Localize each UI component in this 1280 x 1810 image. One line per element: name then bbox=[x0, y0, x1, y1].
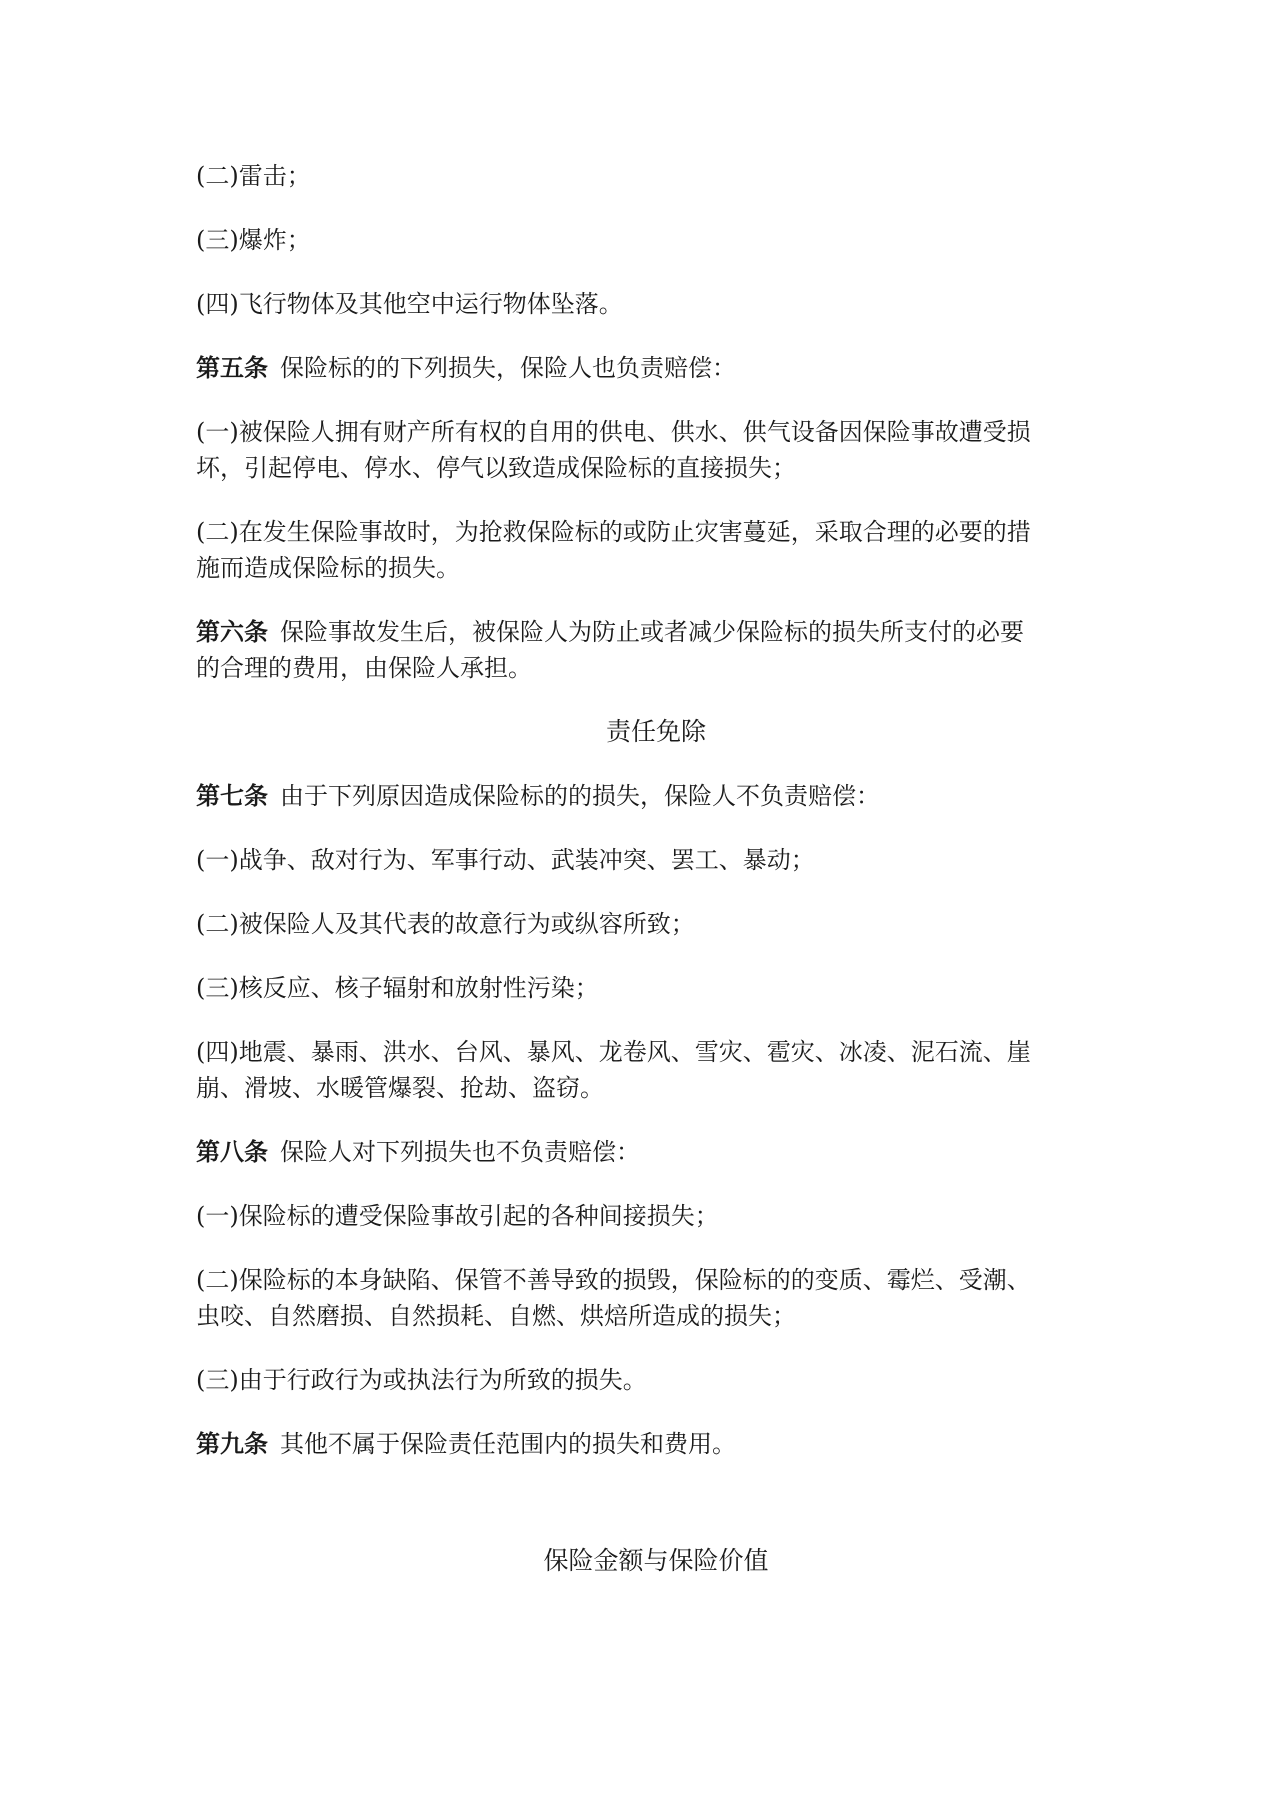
article-7 bbox=[196, 778, 1116, 814]
list-item bbox=[196, 906, 1116, 942]
list-item-text: (三)爆炸； bbox=[196, 226, 311, 254]
list-item bbox=[196, 158, 1116, 194]
list-item-text: (三)核反应、核子辐射和放射性污染； bbox=[196, 974, 599, 1002]
document-body bbox=[196, 158, 1116, 1490]
list-item-text: (一)战争、敌对行为、军事行动、武装冲突、罢工、暴动； bbox=[196, 846, 815, 874]
section-heading-amount: 保险金额与保险价值 bbox=[543, 1546, 769, 1575]
list-item bbox=[196, 842, 1116, 878]
article-text: 的合理的费用，由保险人承担。 bbox=[196, 654, 532, 682]
list-item-text: (二)雷击； bbox=[196, 162, 311, 190]
list-item bbox=[196, 414, 1116, 486]
article-9 bbox=[196, 1426, 1116, 1462]
list-item bbox=[196, 1262, 1116, 1334]
article-label: 第六条 bbox=[196, 618, 268, 646]
list-item-text: (二)被保险人及其代表的故意行为或纵容所致； bbox=[196, 910, 695, 938]
list-item-text: 崩、滑坡、水暖管爆裂、抢劫、盗窃。 bbox=[196, 1074, 604, 1102]
article-5 bbox=[196, 350, 1116, 386]
list-item bbox=[196, 514, 1116, 586]
article-label: 第八条 bbox=[196, 1138, 268, 1166]
article-text: 保险标的的下列损失，保险人也负责赔偿： bbox=[280, 354, 736, 382]
list-item-text: (二)在发生保险事故时，为抢救保险标的或防止灾害蔓延，采取合理的必要的措 bbox=[196, 518, 1031, 546]
list-item-text: 施而造成保险标的损失。 bbox=[196, 554, 460, 582]
article-text: 保险人对下列损失也不负责赔偿： bbox=[280, 1138, 640, 1166]
list-item-text: (四)地震、暴雨、洪水、台风、暴风、龙卷风、雪灾、雹灾、冰凌、泥石流、崖 bbox=[196, 1038, 1031, 1066]
list-item bbox=[196, 970, 1116, 1006]
section-heading-exclusion: 责任免除 bbox=[605, 717, 706, 746]
article-text: 由于下列原因造成保险标的的损失，保险人不负责赔偿： bbox=[280, 782, 880, 810]
list-item-text: 坏，引起停电、停水、停气以致造成保险标的直接损失； bbox=[196, 454, 796, 482]
list-item bbox=[196, 1198, 1116, 1234]
article-6 bbox=[196, 614, 1116, 686]
list-item-text: (二)保险标的本身缺陷、保管不善导致的损毁，保险标的的变质、霉烂、受潮、 bbox=[196, 1266, 1031, 1294]
list-item bbox=[196, 222, 1116, 258]
list-item-text: (三)由于行政行为或执法行为所致的损失。 bbox=[196, 1366, 647, 1394]
article-8 bbox=[196, 1134, 1116, 1170]
list-item bbox=[196, 1034, 1116, 1106]
list-item bbox=[196, 286, 1116, 322]
list-item-text: 虫咬、自然磨损、自然损耗、自燃、烘焙所造成的损失； bbox=[196, 1302, 796, 1330]
article-text: 其他不属于保险责任范围内的损失和费用。 bbox=[280, 1430, 736, 1458]
list-item bbox=[196, 1362, 1116, 1398]
list-item-text: (一)被保险人拥有财产所有权的自用的供电、供水、供气设备因保险事故遭受损 bbox=[196, 418, 1031, 446]
list-item-text: (四)飞行物体及其他空中运行物体坠落。 bbox=[196, 290, 623, 318]
article-label: 第七条 bbox=[196, 782, 268, 810]
list-item-text: (一)保险标的遭受保险事故引起的各种间接损失； bbox=[196, 1202, 719, 1230]
article-text: 保险事故发生后，被保险人为防止或者减少保险标的损失所支付的必要 bbox=[280, 618, 1024, 646]
article-label: 第五条 bbox=[196, 354, 268, 382]
article-label: 第九条 bbox=[196, 1430, 268, 1458]
